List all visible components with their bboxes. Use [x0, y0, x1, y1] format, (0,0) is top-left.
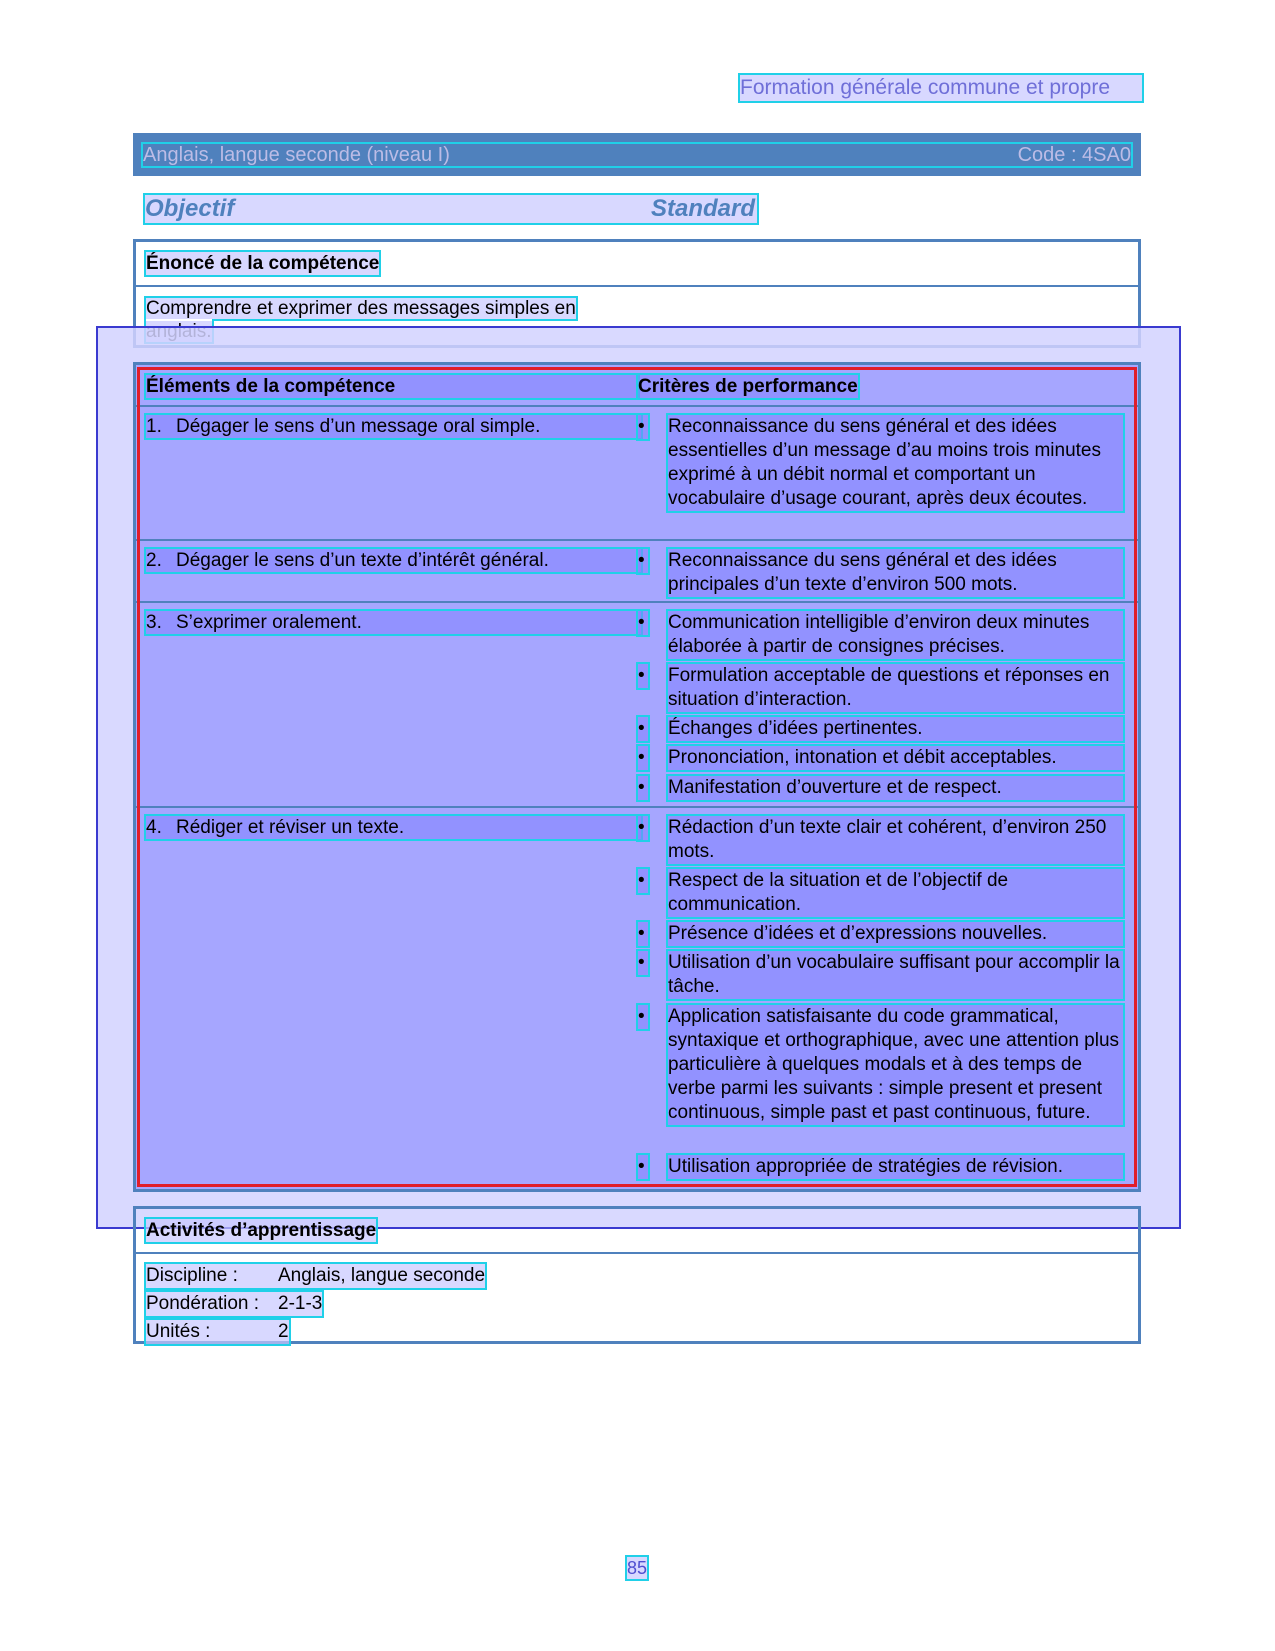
element-4: 4. Rédiger et réviser un texte. — [146, 816, 641, 839]
element-1: 1. Dégager le sens d’un message oral simple. — [146, 415, 641, 438]
competence-statement: Comprendre et exprimer des messages simples en — [146, 297, 616, 343]
element-2: 2. Dégager le sens d’un texte d’intérêt général. — [146, 549, 641, 572]
criterion-4-2: • Respect de la situation et de l’objectif de communication. — [638, 869, 1123, 917]
activities-heading: Activités d’apprentissage — [146, 1220, 377, 1241]
criterion-3-5: • Manifestation d’ouverture et de respect. — [638, 776, 1123, 800]
divider — [136, 1252, 1138, 1254]
course-title: Anglais, langue seconde (niveau I) — [143, 144, 450, 166]
objective-standard-row — [145, 195, 757, 223]
element-3: 3. S’exprimer oralement. — [146, 611, 641, 634]
criterion-3-4: • Prononciation, intonation et débit acceptables. — [638, 746, 1123, 770]
criterion-4-1: • Rédaction d’un texte clair et cohérent, d’environ 250 mots. — [638, 816, 1123, 864]
competence-heading: Énoncé de la compétence — [146, 253, 380, 274]
criterion-2-1: • Reconnaissance du sens général et des idées principales d’un texte d’environ 500 mots. — [638, 549, 1123, 597]
section-header: Formation générale commune et propre — [740, 75, 1142, 101]
activities-box — [133, 1206, 1141, 1344]
criterion-4-3: • Présence d’idées et d’expressions nouvelles. — [638, 922, 1123, 946]
divider — [136, 285, 1138, 287]
column-header-criteria: Critères de performance — [638, 376, 858, 397]
criterion-4-6: • Utilisation appropriée de stratégies de révision. — [638, 1155, 1123, 1179]
objective-label: Objectif — [145, 195, 235, 222]
page-number: 85 — [627, 1558, 648, 1578]
criterion-3-2: • Formulation acceptable de questions et réponses en situation d’interaction. — [638, 664, 1123, 712]
weighting-row: Pondération : 2-1-3 — [146, 1293, 323, 1314]
criterion-4-5: • Application satisfaisante du code grammatical, syntaxique et orthographique, avec une attention plus particulière à quelques modals et à des temps de verbe parmi les suivants : simple present et present continuous, simple past et past continuous, future. — [638, 1005, 1123, 1149]
column-header-elements: Éléments de la compétence — [146, 375, 638, 398]
units-row: Unités : 2 — [146, 1321, 289, 1342]
course-code: Code : 4SA0 — [1017, 144, 1131, 166]
selection-highlight — [137, 367, 1137, 1187]
criterion-1-1: • Reconnaissance du sens général et des idées essentielles d’un message d’au moins trois minutes exprimé à un débit normal et comportant un vocabulaire d’usage courant, après deux écoutes. — [638, 415, 1123, 535]
criterion-3-1: • Communication intelligible d’environ deux minutes élaborée à partir de consignes précises. — [638, 611, 1123, 659]
course-title-bar — [133, 133, 1141, 176]
criterion-4-4: • Utilisation d’un vocabulaire suffisant pour accomplir la tâche. — [638, 951, 1123, 999]
standard-label: Standard — [651, 195, 756, 222]
criterion-3-3: • Échanges d’idées pertinentes. — [638, 717, 1123, 741]
discipline-row: Discipline : Anglais, langue seconde — [146, 1265, 486, 1286]
